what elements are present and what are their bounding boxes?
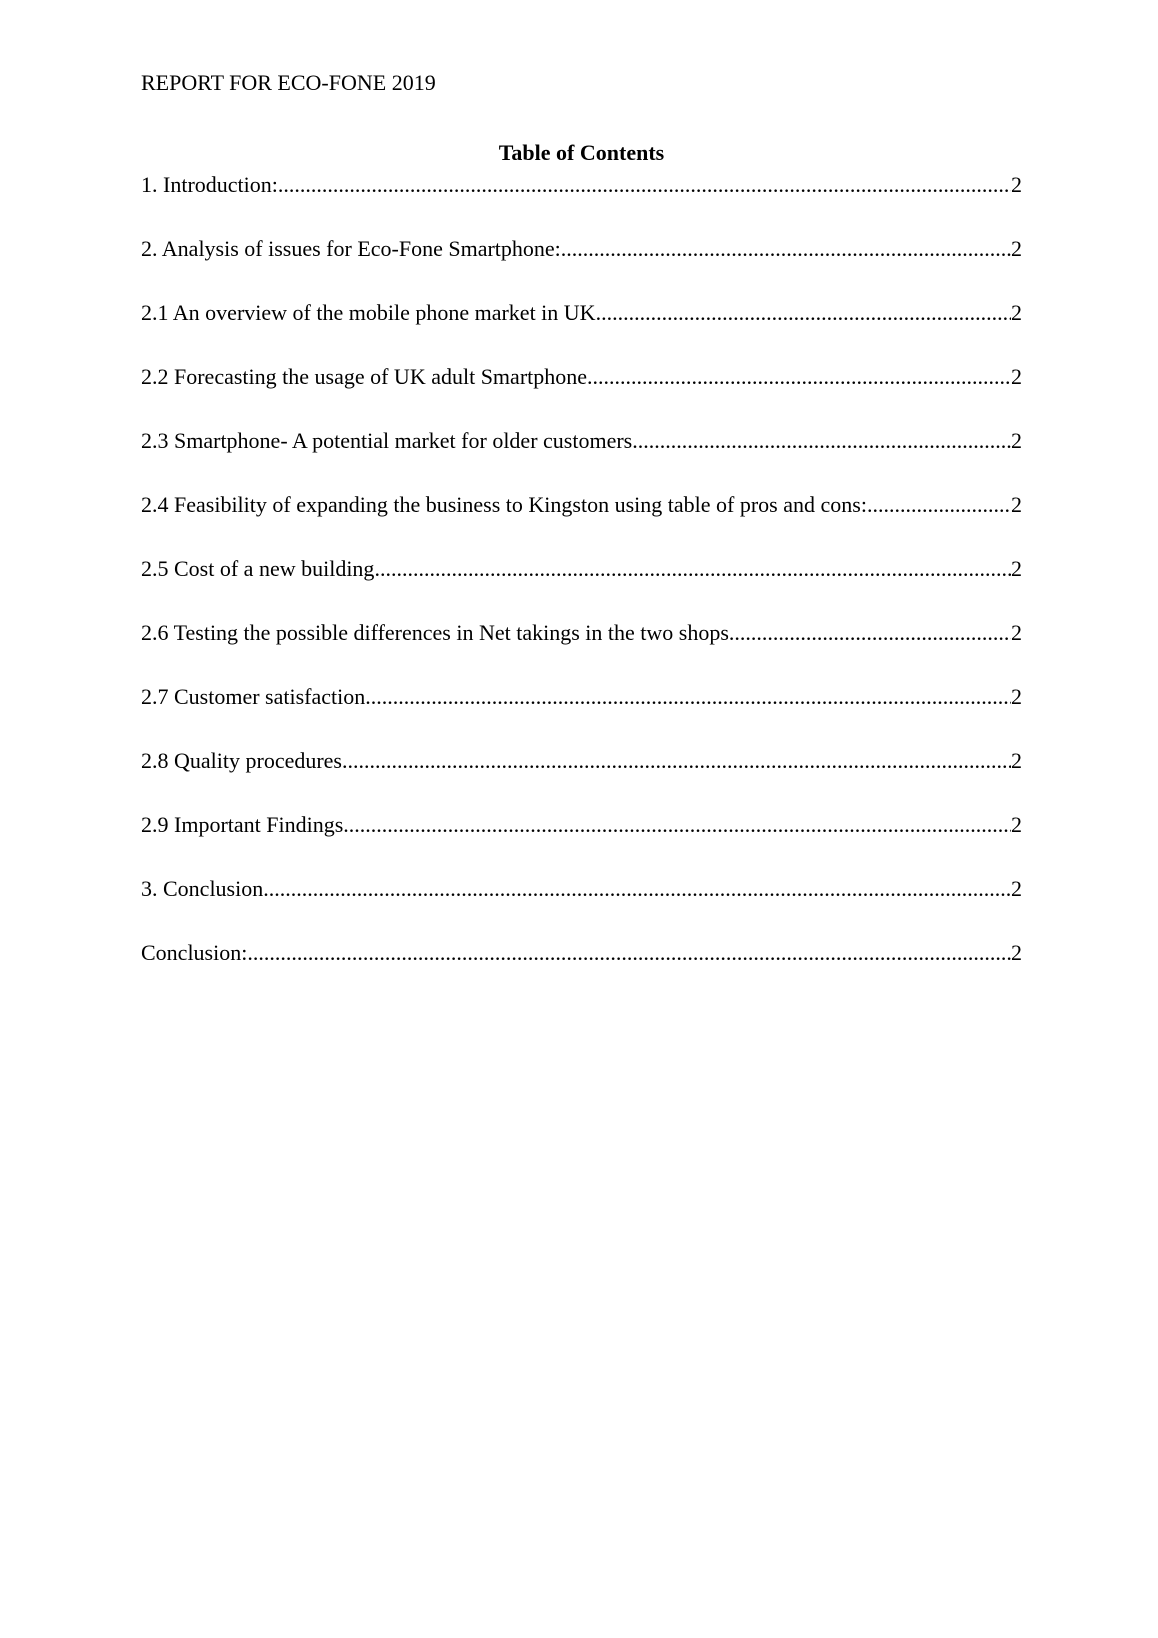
toc-entry-text: 2.7 Customer satisfaction [141, 684, 366, 709]
toc-entry-important-findings[interactable] [141, 812, 1022, 838]
toc-page-number: 2 [1011, 812, 1022, 837]
toc-entry-older-customers[interactable] [141, 428, 1022, 454]
toc-entry-net-takings[interactable] [141, 620, 1022, 646]
toc-page-number: 2 [1011, 748, 1022, 773]
toc-dot-leader [365, 684, 1011, 710]
toc-dot-leader [632, 428, 1011, 454]
toc-entry-feasibility-kingston[interactable] [141, 492, 1022, 518]
toc-dot-leader [867, 492, 1011, 518]
toc-dot-leader [561, 236, 1011, 262]
toc-title: Table of Contents [498, 140, 665, 165]
toc-page-number: 2 [1011, 684, 1022, 709]
toc-page-number: 2 [1011, 940, 1022, 965]
toc-dot-leader [263, 876, 1011, 902]
toc-entry-text: 2.4 Feasibility of expanding the business to Kingston using table of pros and cons: [141, 492, 867, 517]
toc-page-number: 2 [1011, 236, 1022, 261]
table-of-contents [141, 172, 1022, 1004]
toc-dot-leader [343, 812, 1011, 838]
toc-dot-leader [342, 748, 1011, 774]
toc-page-number: 2 [1011, 492, 1022, 517]
toc-entry-text: 2.3 Smartphone- A potential market for older customers [141, 428, 633, 453]
toc-page-number: 2 [1011, 172, 1022, 197]
toc-entry-conclusion[interactable] [141, 940, 1022, 966]
toc-entry-analysis-of-issues[interactable] [141, 236, 1022, 262]
toc-entry-customer-satisfaction[interactable] [141, 684, 1022, 710]
toc-page-number: 2 [1011, 428, 1022, 453]
toc-entry-text: 2.2 Forecasting the usage of UK adult Smartphone [141, 364, 588, 389]
toc-entry-text: 2.6 Testing the possible differences in Net takings in the two shops [141, 620, 729, 645]
toc-entry-text: 3. Conclusion [141, 876, 264, 901]
toc-entry-text: Conclusion: [141, 940, 248, 965]
toc-entry-text: 2.9 Important Findings [141, 812, 344, 837]
toc-entry-cost-new-building[interactable] [141, 556, 1022, 582]
running-header: REPORT FOR ECO-FONE 2019 [141, 70, 436, 95]
toc-dot-leader [587, 364, 1011, 390]
toc-entry-conclusion-numbered[interactable] [141, 876, 1022, 902]
toc-entry-quality-procedures[interactable] [141, 748, 1022, 774]
toc-entry-market-overview[interactable] [141, 300, 1022, 326]
toc-dot-leader [596, 300, 1011, 326]
toc-page-number: 2 [1011, 620, 1022, 645]
toc-page-number: 2 [1011, 556, 1022, 581]
toc-dot-leader [247, 940, 1011, 966]
toc-entry-introduction[interactable] [141, 172, 1022, 198]
toc-entry-text: 1. Introduction: [141, 172, 278, 197]
toc-dot-leader [278, 172, 1011, 198]
toc-entry-forecasting-usage[interactable] [141, 364, 1022, 390]
toc-entry-text: 2.8 Quality procedures [141, 748, 342, 773]
toc-page-number: 2 [1011, 876, 1022, 901]
toc-page-number: 2 [1011, 300, 1022, 325]
toc-entry-text: 2.1 An overview of the mobile phone market in UK [141, 300, 596, 325]
toc-dot-leader [374, 556, 1011, 582]
toc-entry-text: 2.5 Cost of a new building [141, 556, 375, 581]
toc-dot-leader [729, 620, 1011, 646]
toc-entry-text: 2. Analysis of issues for Eco-Fone Smartphone: [141, 236, 561, 261]
toc-page-number: 2 [1011, 364, 1022, 389]
